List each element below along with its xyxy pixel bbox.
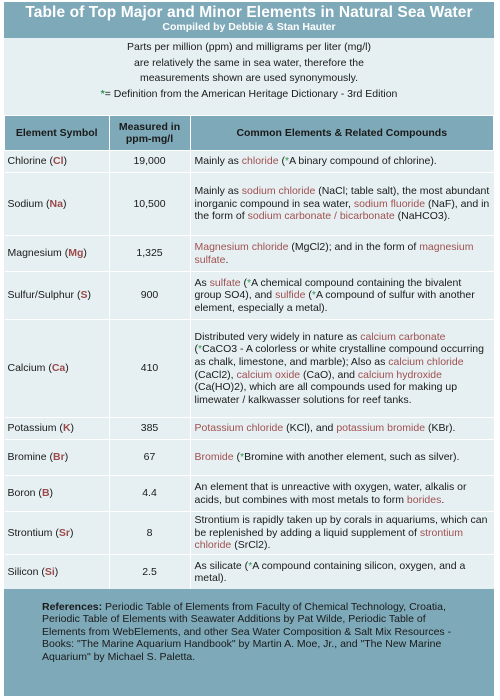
compound-name: borides <box>406 493 442 506</box>
element-paren: ) <box>62 197 67 210</box>
description-text: (KCl), and <box>283 422 337 435</box>
definition-star: * <box>311 289 316 302</box>
element-name: Sodium ( <box>7 197 50 210</box>
compound-name: strontium chloride <box>194 526 464 552</box>
element-symbol: Mg <box>68 247 84 260</box>
table-row <box>5 554 494 590</box>
compound-name: Potassium chloride <box>194 422 284 435</box>
description-text: A compound containing silicon, oxygen, and a metal). <box>194 559 466 585</box>
definition-star: * <box>247 276 252 289</box>
description-text: As <box>194 276 210 289</box>
description-text: (SrCl2). <box>231 539 271 552</box>
document-sheet <box>4 2 494 696</box>
elements-table <box>4 115 494 591</box>
description-text: ( <box>194 343 198 356</box>
description-text: . <box>441 493 445 506</box>
element-name: Potassium ( <box>7 422 63 435</box>
compound-name: sodium chloride <box>241 185 316 198</box>
compound-name: calcium hydroxide <box>357 368 442 381</box>
compound-name: calcium chloride <box>388 355 464 368</box>
element-cell <box>5 512 110 555</box>
element-paren: ) <box>64 451 69 464</box>
compound-name: sodium fluoride <box>353 197 426 210</box>
references-text <box>42 601 462 663</box>
element-symbol: Si <box>44 565 55 578</box>
definition-note: = Definition from the American Heritage Dictionary - 3rd Edition <box>104 87 398 100</box>
ppm-value: 4.4 <box>109 476 190 512</box>
element-name: Silicon ( <box>7 565 45 578</box>
description-text: (NaHCO3). <box>394 210 451 223</box>
description-text: (Ca(HO)2), which are all compounds used for making up limewater / kalkwasser solutions for reef tanks. <box>194 381 458 406</box>
col-header-element: Element Symbol <box>5 116 110 151</box>
element-name: Bromine ( <box>7 451 54 464</box>
element-cell <box>5 272 110 320</box>
table-row <box>5 151 494 173</box>
element-paren: ) <box>70 422 75 435</box>
element-name: Calcium ( <box>7 362 52 375</box>
title-bar <box>4 2 494 38</box>
element-cell <box>5 151 110 173</box>
ppm-value: 19,000 <box>109 151 190 173</box>
ppm-value: 410 <box>109 320 190 418</box>
element-paren: ) <box>87 289 91 302</box>
element-symbol: Cl <box>53 155 64 168</box>
element-symbol: K <box>62 422 71 435</box>
element-paren: ) <box>54 565 59 578</box>
element-paren: ) <box>63 155 68 168</box>
compound-name: calcium carbonate <box>360 330 446 343</box>
table-row <box>5 236 494 272</box>
compound-name: potassium bromide <box>336 422 426 435</box>
references-body: Periodic Table of Elements from Faculty of Chemical Technology, Croatia, Periodic Table of Elements with Seawater Additions by Pat Wilde, Periodic Table of Elements from WebElements, and other Sea Water Composition & Salt Mix Resources - Books: "The Marine Aquarium Handbook" by Martin A. Moe, Jr., and "The New Marine Aquarium" by Michael S. Paletta. <box>42 601 452 663</box>
compounds-description <box>190 236 494 272</box>
description-text: Mainly as <box>194 185 242 198</box>
description-text: As silicate ( <box>194 559 249 572</box>
definition-star: * <box>198 343 203 356</box>
description-text: Strontium is rapidly taken up by corals in aquariums, which can be replenished by adding a liquid supplement of <box>194 514 488 539</box>
description-text: Bromine with another element, such as silver). <box>244 451 460 464</box>
description-text: ( <box>305 289 312 302</box>
element-paren: ) <box>83 247 87 260</box>
ppm-value: 67 <box>109 440 190 476</box>
element-cell <box>5 554 110 590</box>
description-text: . <box>225 253 229 266</box>
element-paren: ) <box>65 362 69 375</box>
description-text: An element that is unreactive with oxygen, water, alkalis or acids, but combines with most metals to form <box>194 480 467 506</box>
compounds-description <box>190 512 494 555</box>
compounds-description <box>190 440 494 476</box>
element-symbol: S <box>80 289 88 302</box>
table-row <box>5 173 494 236</box>
element-name: Magnesium ( <box>7 247 69 260</box>
compound-name: Magnesium chloride <box>194 240 289 253</box>
compounds-description <box>190 476 494 512</box>
compound-name: sulfate <box>209 276 241 289</box>
ppm-value: 900 <box>109 272 190 320</box>
references-label: References: <box>42 601 103 613</box>
ppm-value: 10,500 <box>109 173 190 236</box>
description-text: A chemical compound containing the bivalent group SO4), and <box>194 276 462 302</box>
description-text: (NaF), and in the form of <box>194 197 490 223</box>
element-name: Chlorine ( <box>7 155 54 168</box>
intro-text <box>4 40 494 102</box>
element-cell <box>5 418 110 440</box>
compounds-description <box>190 173 494 236</box>
element-cell <box>5 320 110 418</box>
element-cell <box>5 476 110 512</box>
page-title: Table of Top Major and Minor Elements in Natural Sea Water <box>25 4 473 21</box>
intro-line-4 <box>4 87 494 103</box>
description-text: (KBr). <box>425 422 456 435</box>
element-symbol: Sr <box>58 526 70 539</box>
table-row <box>5 418 494 440</box>
ppm-value: 2.5 <box>109 554 190 590</box>
table-row <box>5 512 494 555</box>
compound-name: Bromide <box>194 451 234 464</box>
description-text: CaCO3 - A colorless or white crystalline compound occurring as chalk, limestone, and marble); Also as <box>194 343 484 368</box>
compounds-description <box>190 272 494 320</box>
intro-line-2: are relatively the same in sea water, therefore the <box>134 56 364 69</box>
description-text: (NaCl; table salt), the most abundant inorganic compound in sea water, <box>194 185 490 210</box>
compound-name: magnesium sulfate <box>194 240 474 266</box>
element-name: Strontium ( <box>7 526 59 539</box>
element-symbol: Na <box>49 197 63 210</box>
references-box <box>4 589 494 696</box>
intro-line-3: measurements shown are used synonymously. <box>139 72 359 84</box>
ppm-value: 8 <box>109 512 190 555</box>
compounds-description <box>190 151 494 173</box>
element-cell <box>5 440 110 476</box>
page-subtitle: Compiled by Debbie & Stan Hauter <box>162 21 336 33</box>
description-text: (CaO), and <box>300 368 358 381</box>
table-header-row <box>5 116 494 151</box>
definition-star: * <box>100 87 105 100</box>
compound-name: calcium oxide <box>236 368 301 381</box>
col-header-measured: Measured in ppm-mg/l <box>109 116 190 151</box>
compounds-description <box>190 554 494 590</box>
description-text: Distributed very widely in nature as <box>194 330 361 343</box>
compounds-description <box>190 418 494 440</box>
description-text: A compound of sulfur with another element, especially a metal). <box>194 289 475 314</box>
element-symbol: Br <box>53 451 65 464</box>
description-text: (MgCl2); and in the form of <box>288 240 420 253</box>
element-cell <box>5 236 110 272</box>
description-text: A binary compound of chlorine). <box>289 155 437 168</box>
table-row <box>5 440 494 476</box>
element-paren: ) <box>49 487 54 500</box>
element-cell <box>5 173 110 236</box>
intro-line-1: Parts per million (ppm) and milligrams per liter (mg/l) <box>127 41 371 53</box>
definition-star: * <box>248 559 253 572</box>
compound-name: sodium carbonate / bicarbonate <box>247 210 395 223</box>
element-paren: ) <box>69 526 74 539</box>
description-text: ( <box>278 155 285 168</box>
element-name: Boron ( <box>7 487 42 500</box>
element-symbol: B <box>41 487 50 500</box>
table-row <box>5 476 494 512</box>
definition-star: * <box>240 451 245 464</box>
compound-name: chloride <box>241 155 279 168</box>
ppm-value: 385 <box>109 418 190 440</box>
description-text: (CaCl2), <box>194 368 237 381</box>
table-row <box>5 320 494 418</box>
definition-star: * <box>284 155 290 168</box>
description-text: ( <box>240 276 248 289</box>
compound-name: sulfide <box>275 289 306 302</box>
table-row <box>5 272 494 320</box>
description-text: ( <box>233 451 241 464</box>
ppm-value: 1,325 <box>109 236 190 272</box>
compounds-description <box>190 320 494 418</box>
description-text: Mainly as <box>194 155 242 168</box>
col-header-compounds: Common Elements & Related Compounds <box>190 116 494 151</box>
element-symbol: Ca <box>51 362 66 375</box>
element-name: Sulfur/Sulphur ( <box>7 289 81 302</box>
